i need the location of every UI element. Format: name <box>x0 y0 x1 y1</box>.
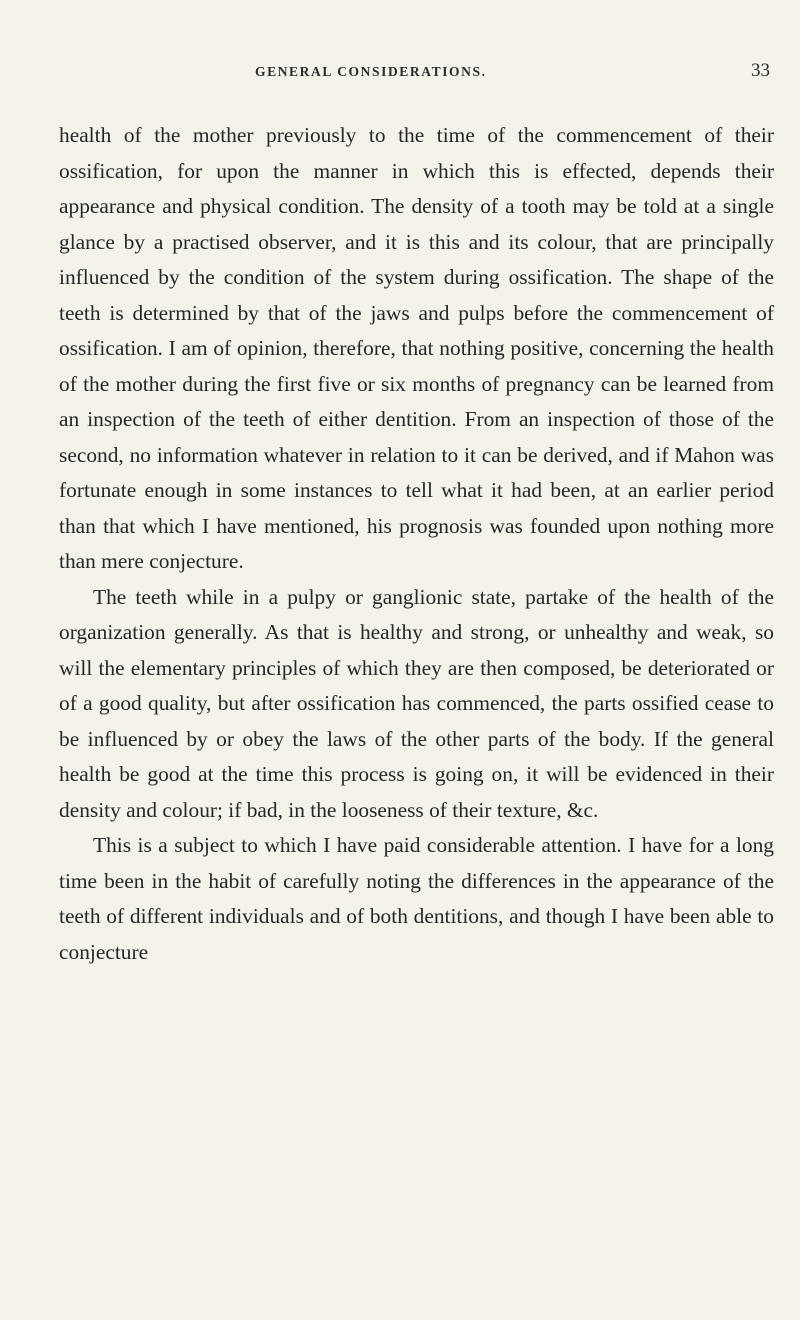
running-head: GENERAL CONSIDERATIONS. <box>255 64 487 79</box>
page-header <box>0 62 800 92</box>
page-number: 33 <box>751 60 770 81</box>
paragraph-1: health of the mother previously to the time of the commencement of their ossification, for upon the manner in which this is effected, depends their appearance and physical condition. The density of a tooth may be told at a single glance by a practised observer, and it is this and its colour, that are principally influenced by the condition of the system during ossification. The shape of the teeth is determined by that of the jaws and pulps before the commencement of ossification. I am of opinion, therefore, that nothing positive, concerning the health of the mother during the first five or six months of pregnancy can be learned from an inspection of the teeth of either dentition. From an inspection of those of the second, no information whatever in relation to it can be derived, and if Mahon was fortunate enough in some instances to tell what it had been, at an earlier period than that which I have mentioned, his prognosis was founded upon nothing more than mere conjecture. <box>59 123 774 573</box>
paragraph-2: The teeth while in a pulpy or ganglionic state, partake of the health of the organization generally. As that is healthy and strong, or unhealthy and weak, so will the elementary principles of which they are then composed, be deteriorated or of a good quality, but after ossification has commenced, the parts ossified cease to be influenced by or obey the laws of the other parts of the body. If the general health be good at the time this process is going on, it will be evidenced in their density and colour; if bad, in the looseness of their texture, &c. <box>59 584 774 822</box>
body-text <box>59 118 774 970</box>
paragraph-3: This is a subject to which I have paid considerable attention. I have for a long time been in the habit of carefully noting the differences in the appearance of the teeth of different individuals and of both dentitions, and though I have been able to conjecture <box>59 833 774 964</box>
